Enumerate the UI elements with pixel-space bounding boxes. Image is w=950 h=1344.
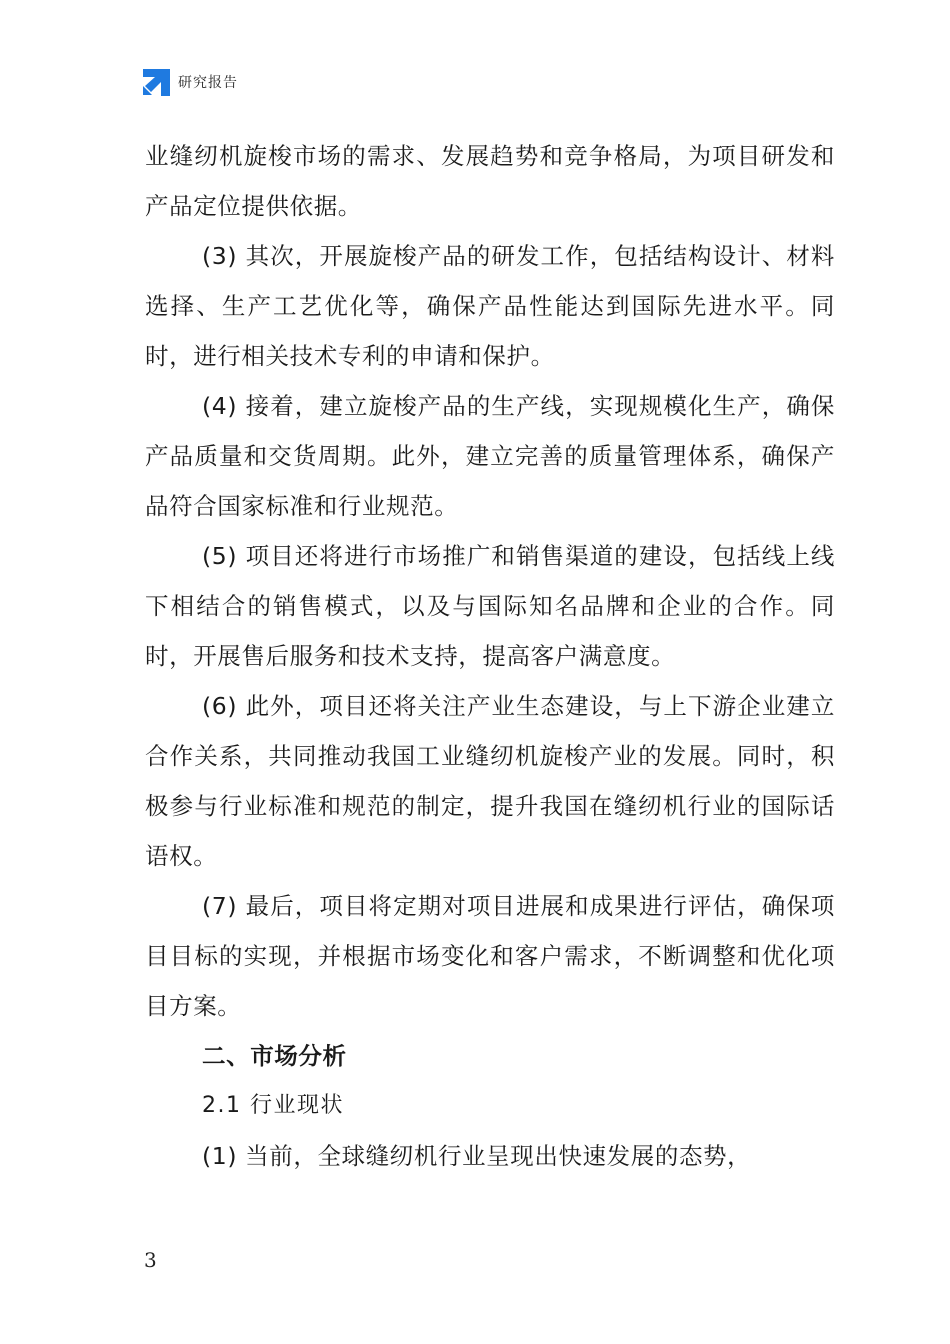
paragraph-continuation: 业缝纫机旋梭市场的需求、发展趋势和竞争格局，为项目研发和产品定位提供依据。 [145, 142, 835, 220]
section-heading: 二、市场分析 [202, 1042, 347, 1070]
paragraph-item-4: (4) 接着，建立旋梭产品的生产线，实现规模化生产，确保产品质量和交货周期。此外，建立完善的质量管理体系，确保产品符合国家标准和行业规范。 [145, 392, 835, 520]
subsection-heading: 2.1 行业现状 [202, 1093, 344, 1118]
paragraph-item-6: (6) 此外，项目还将关注产业生态建设，与上下游企业建立合作关系，共同推动我国工业缝纫机旋梭产业的发展。同时，积极参与行业标准和规范的制定，提升我国在缝纫机行业的国际话语权。 [145, 692, 835, 870]
header-title: 研究报告 [178, 75, 238, 91]
paragraph-item-7: (7) 最后，项目将定期对项目进展和成果进行评估，确保项目目标的实现，并根据市场变化和客户需求，不断调整和优化项目方案。 [145, 892, 835, 1020]
paragraph-item-5: (5) 项目还将进行市场推广和销售渠道的建设，包括线上线下相结合的销售模式，以及与国际知名品牌和企业的合作。同时，开展售后服务和技术支持，提高客户满意度。 [145, 542, 835, 670]
paragraph-item-3: (3) 其次，开展旋梭产品的研发工作，包括结构设计、材料选择、生产工艺优化等，确保产品性能达到国际先进水平。同时，进行相关技术专利的申请和保护。 [145, 242, 835, 370]
document-body [145, 131, 835, 1181]
page-header [143, 68, 238, 96]
page-number: 3 [144, 1248, 157, 1272]
paragraph-market-1: (1) 当前，全球缝纫机行业呈现出快速发展的态势， [202, 1142, 752, 1170]
logo-arrow-icon [143, 69, 170, 96]
